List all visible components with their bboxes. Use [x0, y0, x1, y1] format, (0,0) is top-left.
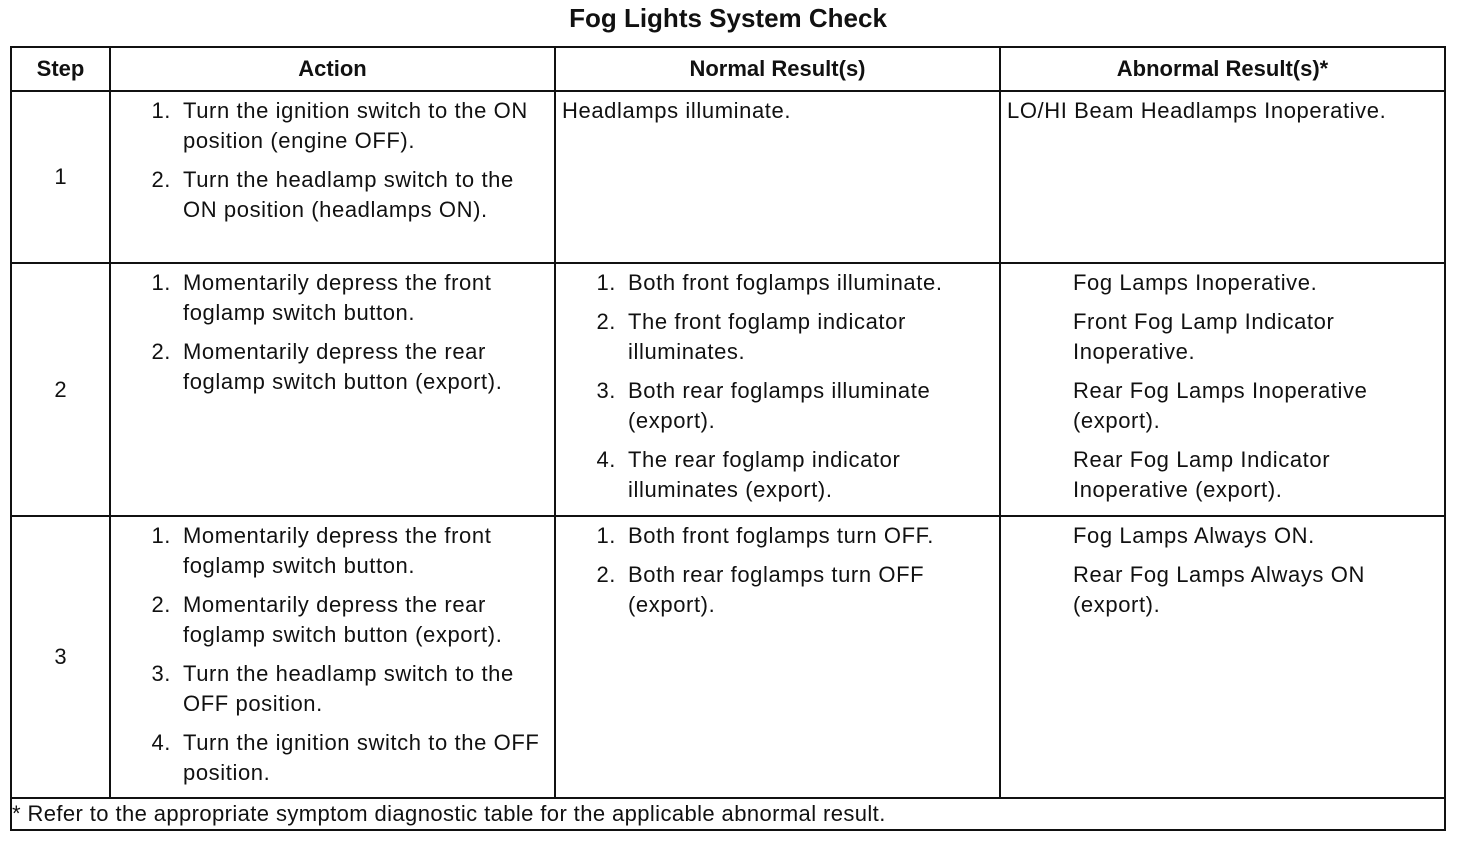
normal-result-cell: [555, 516, 1000, 798]
action-item: 1. Momentarily depress the front foglamp switch button.: [151, 270, 492, 325]
action-cell: [110, 263, 555, 516]
step-number: 3: [11, 516, 110, 798]
table-row-step-3: [11, 516, 1445, 798]
normal-result-item: 2. The front foglamp indicator illuminates.: [596, 309, 906, 364]
abnormal-result-item: Fog Lamps Always ON.: [1073, 523, 1315, 548]
abnormal-result-item: Rear Fog Lamps Inoperative (export).: [1073, 378, 1368, 433]
fog-lights-check-table: [10, 46, 1446, 831]
abnormal-result-item: Rear Fog Lamp Indicator Inoperative (export).: [1073, 447, 1331, 502]
abnormal-result-text: LO/HI Beam Headlamps Inoperative.: [1007, 98, 1387, 123]
header-row: [11, 47, 1445, 91]
normal-result-item: 1. Both front foglamps illuminate.: [596, 270, 943, 295]
normal-result-cell: [555, 91, 1000, 263]
action-item: 2. Turn the headlamp switch to the ON position (headlamps ON).: [151, 167, 514, 222]
action-item: 3. Turn the headlamp switch to the OFF position.: [151, 661, 514, 716]
action-item: 2. Momentarily depress the rear foglamp switch button (export).: [151, 592, 503, 647]
abnormal-result-cell: [1000, 516, 1445, 798]
header-step: Step: [11, 47, 110, 91]
table-row-step-1: [11, 91, 1445, 263]
action-item: 4. Turn the ignition switch to the OFF position.: [151, 730, 540, 785]
header-action: Action: [110, 47, 555, 91]
abnormal-result-item: Rear Fog Lamps Always ON (export).: [1073, 562, 1365, 617]
abnormal-result-cell: [1000, 263, 1445, 516]
action-item: 2. Momentarily depress the rear foglamp switch button (export).: [151, 339, 503, 394]
abnormal-result-cell: [1000, 91, 1445, 263]
table-row-step-2: [11, 263, 1445, 516]
action-cell: [110, 516, 555, 798]
normal-result-item: 3. Both rear foglamps illuminate (export).: [596, 378, 931, 433]
normal-result-item: 4. The rear foglamp indicator illuminates (export).: [596, 447, 901, 502]
page-title: Fog Lights System Check: [569, 3, 887, 33]
footnote: * Refer to the appropriate symptom diagnostic table for the applicable abnormal result.: [11, 798, 1445, 830]
header-normal-results: Normal Result(s): [555, 47, 1000, 91]
header-abnormal-results: Abnormal Result(s)*: [1000, 47, 1445, 91]
footnote-row: [11, 798, 1445, 830]
step-number: 1: [11, 91, 110, 263]
abnormal-result-item: Fog Lamps Inoperative.: [1073, 270, 1318, 295]
abnormal-result-item: Front Fog Lamp Indicator Inoperative.: [1073, 309, 1335, 364]
normal-result-item: 2. Both rear foglamps turn OFF (export).: [596, 562, 925, 617]
step-number: 2: [11, 263, 110, 516]
normal-result-cell: [555, 263, 1000, 516]
action-item: 1. Momentarily depress the front foglamp switch button.: [151, 523, 492, 578]
action-item: 1. Turn the ignition switch to the ON position (engine OFF).: [151, 98, 528, 153]
action-cell: [110, 91, 555, 263]
normal-result-item: 1. Both front foglamps turn OFF.: [596, 523, 934, 548]
normal-result-text: Headlamps illuminate.: [562, 98, 792, 123]
